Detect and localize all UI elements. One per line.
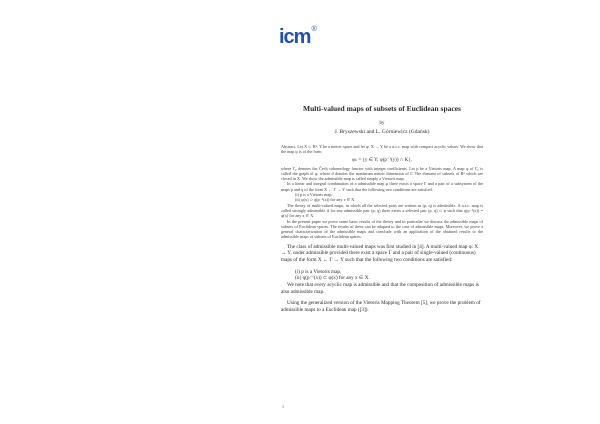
by-line: by <box>379 121 385 126</box>
condition-item: (ii) φ(x) ⊃ q(p⁻¹(x)) for any x ∈ X. <box>295 197 356 203</box>
condition-item: (i) p is a Vietoris map, <box>295 192 333 198</box>
abstract-text: Abstract. Let X ⊂ Rⁿ, Y be a metric space and let φ: X → Y be a u.s.c. map with compact acyclic values. We show that the map φ is of the form <box>281 144 483 155</box>
main-condition-item: (ii) q(p⁻¹(x)) ⊂ φ(x) for any x ∈ X. <box>295 275 370 282</box>
abstract-para-3: The theory of multi-valued maps, in which all the selected pairs are written as (p, q) is admissible. A u.s.c. map is called strongly admissible if for any admissible pair (p, q) there exists a selected pair (p, q) ⊂ φ such that q(p⁻¹(x)) = φ(x) for any x ∈ X. <box>281 202 483 219</box>
main-condition-item: (i) p is a Vietoris map, <box>295 268 342 275</box>
main-paragraph-2: We note that every acyclic map is admissible and that the composition of admissible maps is also admissible map. <box>281 281 479 295</box>
formula: φₖ = {y ∈ Y; φ(p⁻¹(y)) ∩ K}, <box>352 157 412 163</box>
abstract-continued: where Γᵩ denotes the Čech cohomology functor with integer coefficients. Let p be a Vietoris map. A map φ of Γᵩ is called the graph of φ, where d denotes the maximum metric dimension of Γ. The element of subsets of Rⁿ which are closed in X. We show the admissible map is called simply a Vietoris map. <box>281 165 483 182</box>
page-number: 1 <box>282 404 284 409</box>
logo-text: icm <box>279 26 311 48</box>
main-paragraph-1: The class of admissible multi-valued maps was first studied in [4]. A multi-valued map φ: X → Y, under admissible provided there exist a space Γ and a pair of single-valued (continuous) maps of the form X ← Γ → Y such that the following two conditions are satisfied: <box>281 243 479 263</box>
registered-mark-icon: ® <box>311 26 317 33</box>
main-paragraph-3: Using the generalized version of the Vietoris Mapping Theorem [5], we prove the problem of admissible maps to a Euclidean map ([3]). <box>281 300 481 313</box>
paper-page <box>281 104 483 319</box>
paper-authors: J. Bryszewski and L. Górniewicz (Gdańsk) <box>334 129 430 135</box>
paper-title: Multi-valued maps of subsets of Euclidean spaces <box>303 104 461 113</box>
icm-logo <box>279 27 317 47</box>
abstract-para-4: In the present paper we prove some basic results of the theory and in particular we discuss the admissible maps of subsets of Euclidean spaces. The results of these can be adapted to the case of admissible maps. Moreover, we prove a general characterization of the admissible maps and conclude with an application of the obtained results to the admissible maps of subsets of Euclidean spaces. <box>281 218 483 240</box>
abstract-para-2: In a linear and integral combination of a admissible map φ there exists a space Γ and a pair of a subsystem of the maps p and q of the form X ← Γ → Y such that the following two conditions are satisfied: <box>281 181 483 192</box>
